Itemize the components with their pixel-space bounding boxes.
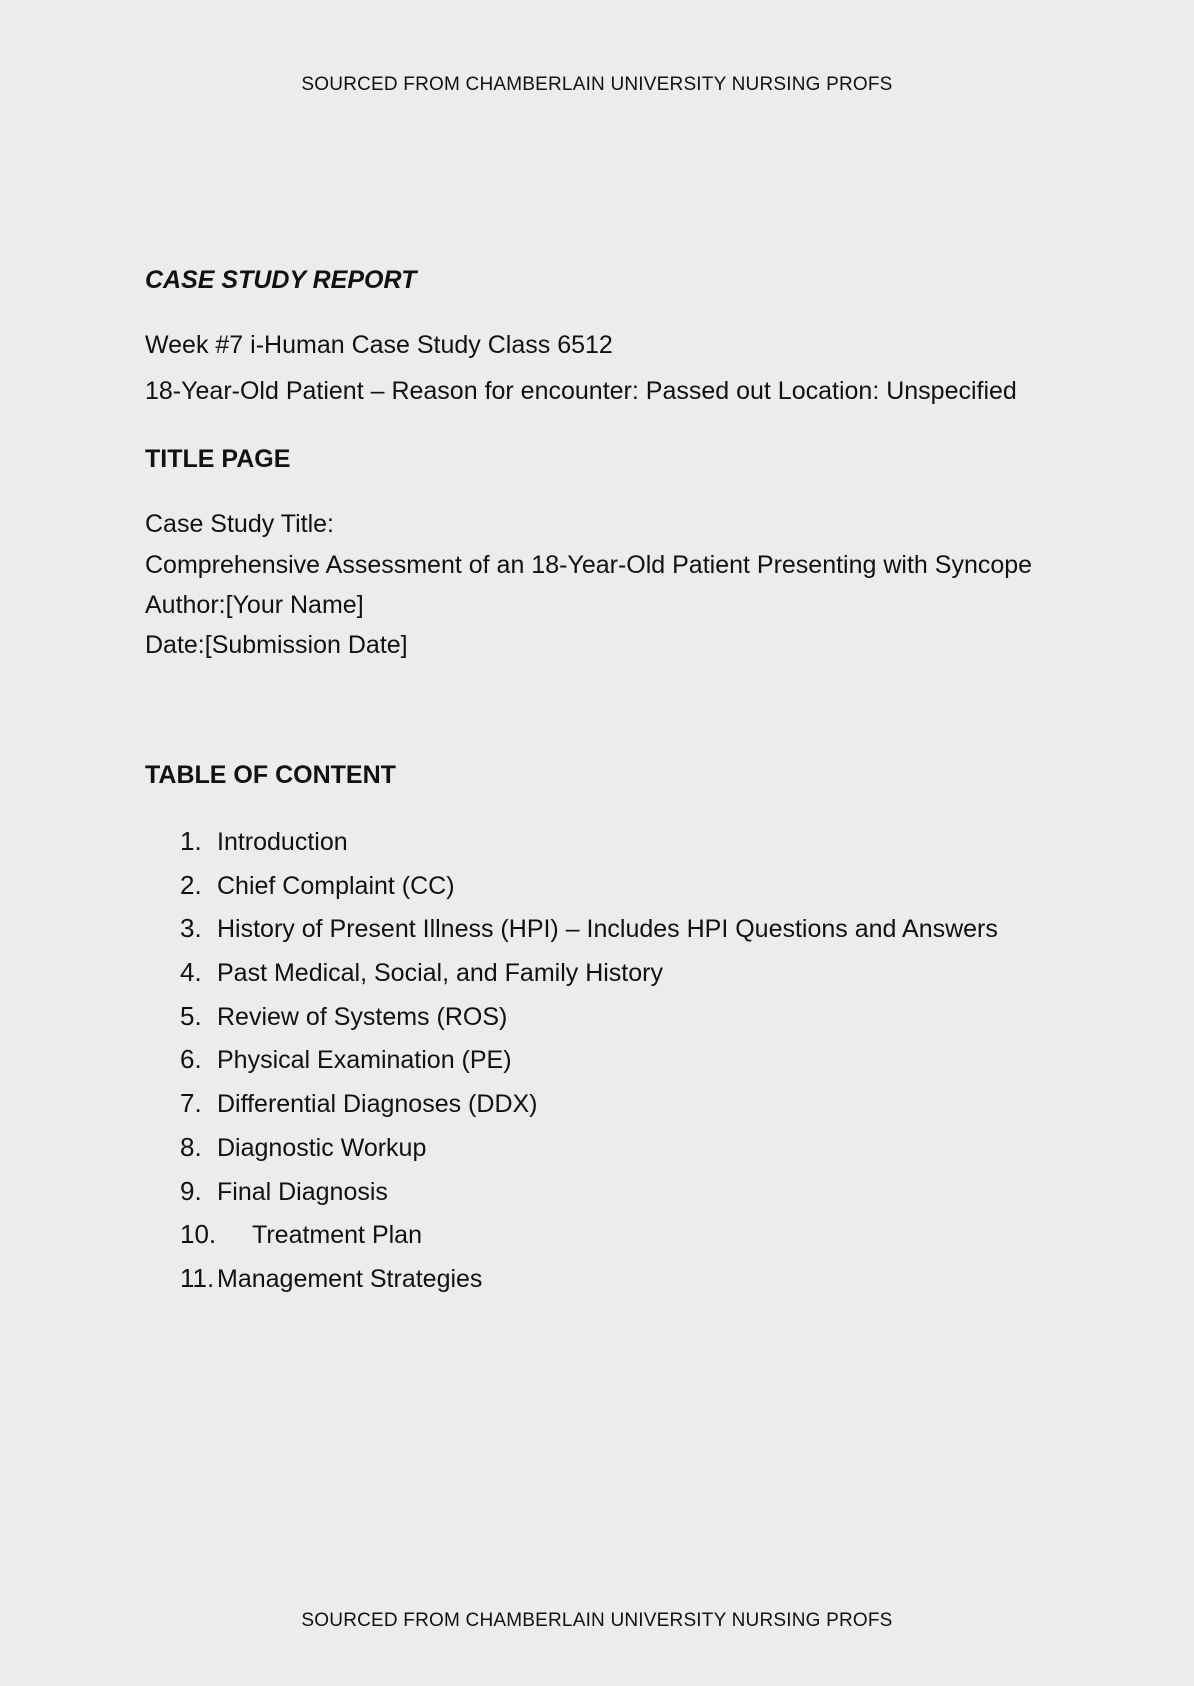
toc-item-label: Management Strategies	[217, 1264, 483, 1293]
toc-item-label: Diagnostic Workup	[217, 1133, 427, 1162]
case-study-title-label: Case Study Title:	[145, 510, 334, 538]
toc-item-number: 9.	[180, 1175, 202, 1206]
toc-heading: TABLE OF CONTENT	[145, 761, 396, 789]
table-of-contents	[180, 826, 998, 1307]
toc-item-number: 5.	[180, 1000, 202, 1031]
patient-line: 18-Year-Old Patient – Reason for encounter: Passed out Location: Unspecified	[145, 377, 1017, 405]
toc-item-number: 7.	[180, 1088, 202, 1119]
toc-item-label: Final Diagnosis	[217, 1177, 388, 1206]
toc-item	[180, 1001, 998, 1045]
toc-item-number: 8.	[180, 1131, 202, 1162]
toc-item	[180, 1176, 998, 1220]
toc-item-number: 1.	[180, 826, 202, 856]
toc-item-label: Chief Complaint (CC)	[217, 871, 455, 900]
toc-item	[180, 957, 998, 1001]
toc-item-number: 2.	[180, 869, 202, 900]
toc-item-label: Treatment Plan	[252, 1221, 422, 1250]
week-line: Week #7 i-Human Case Study Class 6512	[145, 331, 613, 359]
toc-item	[180, 1088, 998, 1132]
toc-item-label: Review of Systems (ROS)	[217, 1002, 508, 1031]
toc-item	[180, 913, 998, 957]
toc-item	[180, 826, 998, 870]
page-footer: SOURCED FROM CHAMBERLAIN UNIVERSITY NURSING PROFS	[301, 1610, 893, 1631]
toc-item-number: 10.	[180, 1219, 217, 1250]
page-header: SOURCED FROM CHAMBERLAIN UNIVERSITY NURSING PROFS	[301, 74, 893, 95]
author-line: Author:[Your Name]	[145, 591, 364, 619]
toc-item	[180, 870, 998, 914]
toc-item-label: Past Medical, Social, and Family History	[217, 959, 663, 988]
toc-item-number: 11.	[180, 1262, 215, 1293]
toc-item	[180, 1132, 998, 1176]
date-line: Date:[Submission Date]	[145, 631, 408, 659]
toc-item-label: Introduction	[217, 828, 348, 856]
case-study-title-value: Comprehensive Assessment of an 18-Year-Old Patient Presenting with Syncope	[145, 551, 1033, 579]
toc-item	[180, 1044, 998, 1088]
report-heading: CASE STUDY REPORT	[145, 266, 417, 294]
toc-item-label: Differential Diagnoses (DDX)	[217, 1090, 538, 1119]
toc-item	[180, 1219, 998, 1263]
toc-item	[180, 1263, 998, 1307]
toc-item-label: Physical Examination (PE)	[217, 1046, 512, 1075]
toc-item-number: 6.	[180, 1044, 202, 1075]
title-page-heading: TITLE PAGE	[145, 445, 291, 473]
toc-item-label: History of Present Illness (HPI) – Includes HPI Questions and Answers	[217, 915, 998, 944]
toc-item-number: 3.	[180, 913, 202, 944]
toc-item-number: 4.	[180, 957, 202, 988]
